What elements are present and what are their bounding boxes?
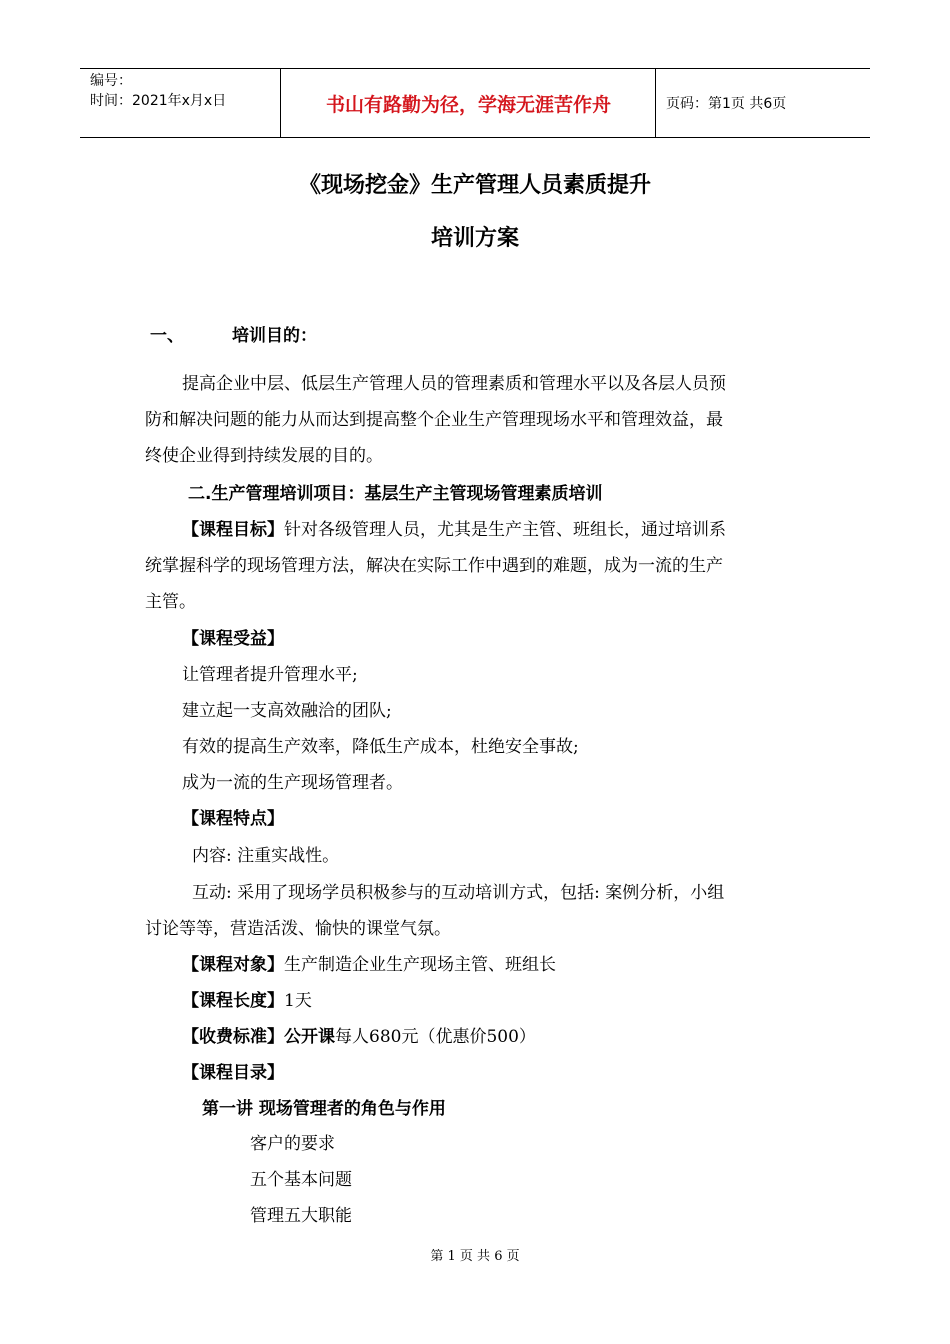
number-label: 编号： — [90, 73, 132, 89]
feature-line: 互动: 采用了现场学员积极参与的互动培训方式，包括: 案例分析，小组 — [192, 883, 725, 903]
catalog-label: 【课程目录】 — [182, 1063, 284, 1083]
target-value: 生产制造企业生产现场主管、班组长 — [284, 955, 556, 975]
fee-label: 【收费标准】 — [182, 1027, 284, 1047]
feature-line: 讨论等等，营造活泼、愉快的课堂气氛。 — [145, 919, 451, 939]
paragraph-line: 提高企业中层、低层生产管理人员的管理素质和管理水平以及各层人员预 — [182, 374, 726, 394]
length-label: 【课程长度】 — [182, 991, 284, 1011]
goal-line: 主管。 — [145, 592, 196, 612]
section1-heading: 培训目的： — [232, 326, 317, 346]
fee-value: 每人680元（优惠价500） — [335, 1027, 536, 1047]
benefit-item: 让管理者提升管理水平; — [182, 665, 358, 685]
feature-label: 【课程特点】 — [182, 809, 284, 829]
benefit-item: 建立起一支高效融洽的团队; — [182, 701, 392, 721]
goal-text: 针对各级管理人员，尤其是生产主管、班组长，通过培训系 — [284, 520, 726, 540]
section2-heading: 二.生产管理培训项目：基层生产主管现场管理素质培训 — [188, 484, 603, 504]
paragraph-line: 防和解决问题的能力从而达到提高整个企业生产管理现场水平和管理效益，最 — [145, 410, 723, 430]
benefit-item: 有效的提高生产效率，降低生产成本，杜绝安全事故; — [182, 737, 579, 757]
header-meta-cell — [80, 69, 281, 137]
doc-title-line1: 《现场挖金》生产管理人员素质提升 — [298, 173, 651, 198]
lecture-heading: 第一讲 现场管理者的角色与作用 — [202, 1099, 446, 1119]
length-value: 1天 — [284, 991, 312, 1011]
paragraph-line: 终使企业得到持续发展的目的。 — [145, 446, 383, 466]
feature-line: 内容: 注重实战性。 — [192, 846, 340, 866]
lecture-item: 五个基本问题 — [250, 1170, 352, 1190]
page-code: 页码：第1页 共6页 — [666, 96, 787, 112]
header-table — [80, 68, 870, 138]
target-line — [182, 947, 556, 983]
length-line — [182, 983, 312, 1019]
benefit-label: 【课程受益】 — [182, 629, 284, 649]
time-label: 时间：2021年x月x日 — [90, 93, 227, 109]
motto: 书山有路勤为径，学海无涯苦作舟 — [282, 69, 656, 137]
benefit-item: 成为一流的生产现场管理者。 — [182, 773, 403, 793]
goal-label: 【课程目标】 — [182, 520, 284, 540]
fee-type: 公开课 — [284, 1027, 335, 1047]
goal-line — [182, 512, 726, 548]
target-label: 【课程对象】 — [182, 955, 284, 975]
doc-title-line2: 培训方案 — [430, 226, 519, 251]
lecture-item: 客户的要求 — [250, 1134, 335, 1154]
lecture-item: 管理五大职能 — [250, 1206, 352, 1226]
section1-number: 一、 — [150, 326, 184, 346]
goal-line: 统掌握科学的现场管理方法，解决在实际工作中遇到的难题，成为一流的生产 — [145, 556, 723, 576]
fee-line — [182, 1019, 536, 1055]
page-footer: 第 1 页 共 6 页 — [430, 1249, 520, 1264]
